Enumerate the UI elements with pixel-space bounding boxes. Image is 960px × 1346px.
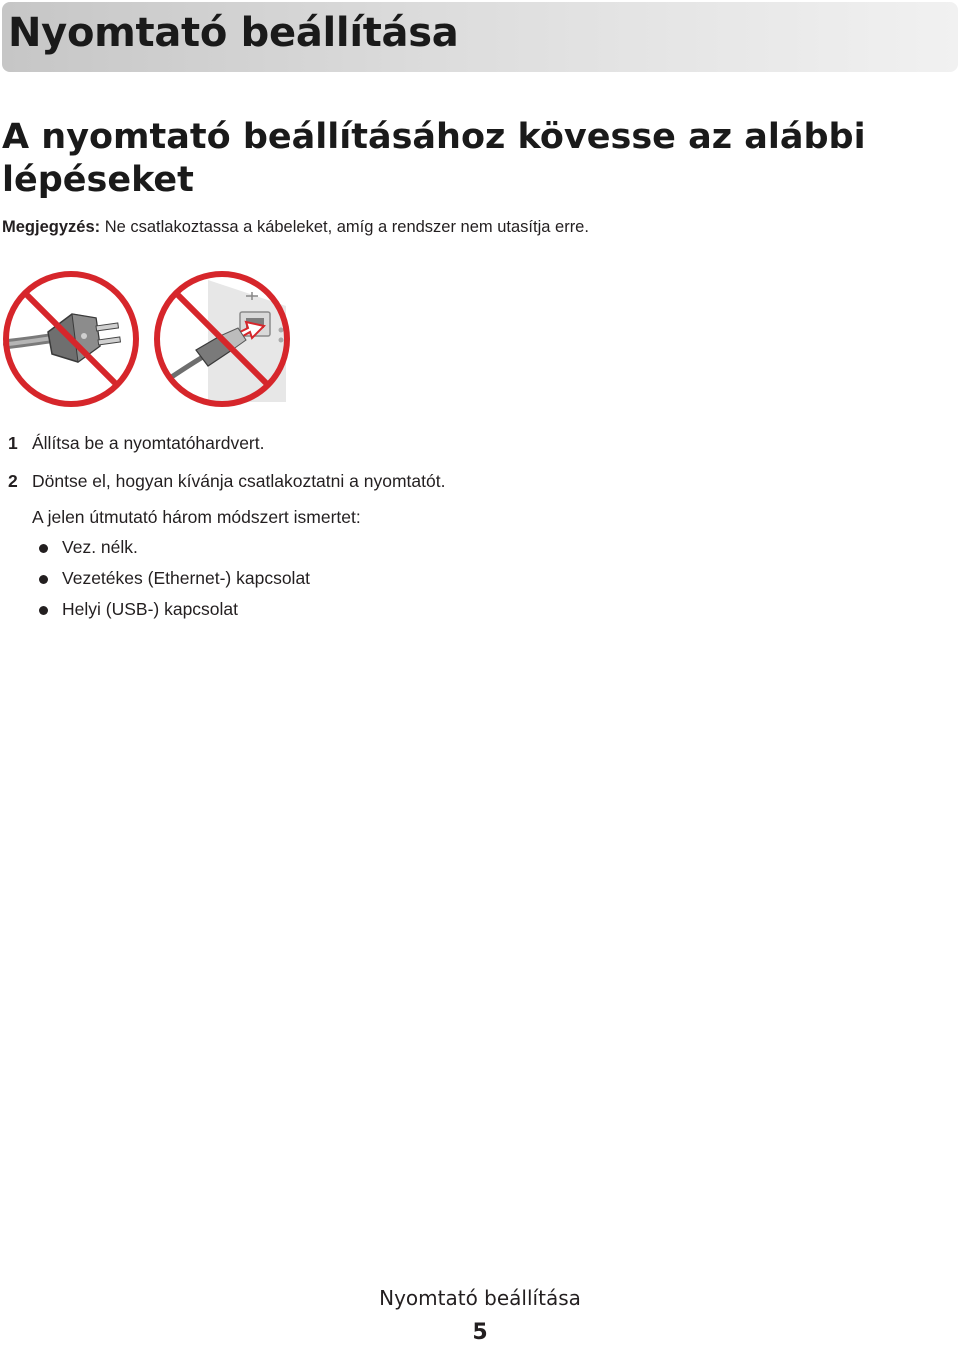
list-item-text: Helyi (USB-) kapcsolat <box>62 599 239 619</box>
page-title: Nyomtató beállítása <box>8 10 459 56</box>
note-label: Megjegyzés: <box>2 218 101 236</box>
title-bar <box>2 2 958 72</box>
note <box>2 218 589 237</box>
list-item <box>38 537 310 568</box>
step-1 <box>8 433 264 454</box>
methods-list <box>38 537 310 630</box>
step-text: Döntse el, hogyan kívánja csatlakoztatni a nyomtatót. <box>32 471 446 491</box>
no-usb-cable-icon <box>157 274 287 404</box>
section-heading: A nyomtató beállításához kövesse az alábbi lépéseket <box>2 117 866 200</box>
list-item <box>38 568 310 599</box>
list-item-text: Vezetékes (Ethernet-) kapcsolat <box>62 568 311 588</box>
bullet-icon <box>39 606 48 615</box>
footer-title: Nyomtató beállítása <box>379 1286 581 1310</box>
prohibition-illustrations <box>0 266 300 412</box>
bullet-icon <box>39 575 48 584</box>
page-number: 5 <box>472 1320 488 1345</box>
list-item <box>38 599 310 630</box>
step-number: 1 <box>8 433 18 453</box>
note-text: Ne csatlakoztassa a kábeleket, amíg a rendszer nem utasítja erre. <box>100 218 589 236</box>
step-number: 2 <box>8 471 18 491</box>
list-item-text: Vez. nélk. <box>62 537 138 557</box>
no-power-cord-icon <box>6 274 136 404</box>
methods-intro: A jelen útmutató három módszert ismertet: <box>32 507 361 527</box>
step-text: Állítsa be a nyomtatóhardvert. <box>32 433 265 453</box>
step-2 <box>8 471 445 492</box>
bullet-icon <box>39 544 48 553</box>
